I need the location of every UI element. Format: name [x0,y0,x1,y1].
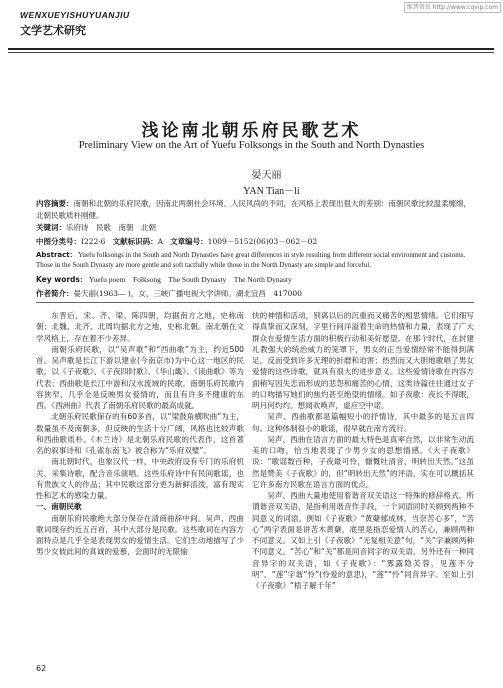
keywords-en-label: Key words： [36,275,88,284]
clc-value: I222·6 [81,237,106,246]
author-name: 晏天丽 [251,170,282,181]
doc-code-value: A [157,237,164,246]
abstract-cn-text: 南朝和北朝的乐府民歌，因南北两朝社会环境、人民风尚的不同，在风格上表现出很大的差别：南朝民歌比较温柔缠绵，北朝民歌质朴刚健。 [36,199,471,220]
doc-code-label: 文献标识码： [112,237,158,246]
body-column-left [36,310,244,558]
abstract-cn [36,198,474,222]
author-bio-label: 作者简介： [36,289,74,298]
classification-line [36,236,474,248]
body-paragraph: 东晋后，宋、齐、梁、陈四朝，均据南方之地，史称南朝；北魏、北齐、北周均据北方之地，史称北朝。南北朝在文学风格上，存在着不少差异。 [36,311,244,343]
abstract-en-text: Yuefu folksongs in the South and North Dynasties have great differences in style resulting from different social environment and customs. Those in the South Dynasty are more gentle and soft tactfully while those in the North Dynasty are simple and forceful. [36,251,466,269]
article-id-label: 文章编号： [170,237,208,246]
article-title-en: Preliminary View on the Art of Yuefu Folksongs in the South and North Dynasties [78,140,425,151]
body-column-right [252,310,474,591]
header-rule-thick [8,48,494,50]
body-paragraph: 南朝乐府民歌，以“吴声歌”和“西曲歌”为主，约近500首。吴声歌是长江下游以建业(今南京市)为中心这一地区的民歌，以《子夜歌》、《子夜四时歌》、《华山畿》、《读曲歌》等为代表；西曲歌是长江中游和汉水流域的民歌。南朝乐府民歌内容狭窄，几乎全是反映男女爱情的，而且有许多不健康的东西。《西洲曲》代表了南朝乐府民歌的最高成就。 [36,344,244,410]
body-paragraph: 南北朝时代，也象汉代一样，中央政府设有专门的乐府机关，采集诗歌，配合音乐演唱。这些乐府诗中有民间歌谣，也有贵族文人的作品；其中民歌这部分更为新鲜活泼，富有现实性和艺术的感染力量。 [36,457,244,500]
body-paragraph: 南朝乐府民歌绝大部分保存在清商曲辞中间。吴声、西曲歌词现存约近五百首，其中大部分是民歌。这些歌词在内容方面特点是几乎全是表现男女的爱情生活。它们生动地描写了少男少女彼此间的真诚的爱慕，会面时的无限愉 [36,513,244,557]
article-title: 浅论南北朝乐府民歌艺术 [141,121,362,141]
author-bio [36,288,474,300]
running-header-section: 文学艺术研究 [20,24,86,37]
body-paragraph: 北朝乐府民歌保存的有60多首，以“梁鼓角横吹曲”为主，数量虽不及南朝多，但反映的生活十分广阔，风格也比较声歌和西曲歌质朴。《木兰诗》是北朝乐府民歌的代表作，这首著名的叙事诗和《孔雀东南飞》被合称为“乐府双璧”。 [36,412,244,455]
author-name-en: YAN Tian－li [243,186,300,197]
keywords-cn-text: 乐府诗 民歌 南朝 北朝 [66,223,156,232]
watermark: 维普资讯 http://www.cqvip.com [404,2,501,13]
running-header-pinyin: WENXUEYISHUYUANJIU [20,10,130,20]
abstract-en-label: Abstract： [36,251,77,259]
page-number: 62 [36,664,47,673]
body-paragraph: 吴声、西曲大量地使用着谐音双关语这一特殊的修辞格式。所谓谐音双关语，是指利用谐音作手段，一个词语同时关顾到两种不同意义的词语。例如《子夜歌》“黄蘖郁成林，当奈苦心多”，“苦心”两字表面是讲苦木黄蘖，底里是指恋爱情人的苦心，兼顾两种不同意义。又如上引《子夜歌》“无复相关意”句，“关”字兼顾两种不同意义。“苦心”和“关”都是同音同字的双关语，另外还有一种同音异字的双关语，如《子夜歌》：“雾露隐芙蓉，见莲不分明”，“莲”字谐“怜”(怜爱的意思)，“莲”“怜”同音异字。至如上引《子夜歌》“梧子解千年” [252,491,474,590]
keywords-en [36,274,474,286]
keywords-cn-label: 关键词： [36,223,66,232]
abstract-en [36,250,474,270]
article-id-value: 1009－5152(06)03－062－02 [207,237,318,246]
keywords-cn [36,222,474,234]
body-divider [36,302,474,303]
body-paragraph: 快的神情和活动，别离以后的沉重而又痛苦的相思情绪。它们细写得真挚而又深刻，字里行间洋溢着生命的热情和力量，表现了广大群众在爱情生活方面的积极行动和美好愿望。在那个时代，在封建礼教强大的统治威力的笼罩下，男女的正当爱情经常不能得到满足，反而受到许多无理的折磨和迫害；热烈而又大胆地歌唱了男女爱情的这些诗歌，就具有很大的进步意义。这些爱情诗歌在内容方面稍写因失恋而形成的悲怨和痛苦的心情，这类诗篇往往通过女子的口吻描写她们的焦灼甚至绝望的情绪。如子夜歌：夜长不得眠，明月何灼灼。想闻欢唤声，虚应空中诺。 [252,311,474,410]
abstract-cn-label: 内容摘要： [36,199,74,208]
clc-label: 中图分类号： [36,237,81,246]
section-heading: 一、南朝民歌 [36,502,82,512]
author-bio-text: 晏天丽(1963— )，女，三峡广播电视大学讲师。湖北宜昌 417000 [73,289,302,298]
body-paragraph: 吴声、西曲歌都是篇幅短小的抒情诗，其中最多的是五言四句。这种体制很小的歌谣，很早就在南方流行。 [252,412,474,433]
header-rule-thin [8,52,494,53]
keywords-en-text: Yuefu poem Folksong The South Dynasty The North Dynasty [89,275,292,284]
body-paragraph: 吴声、西曲在语言方面的最大特色是真率自然，以非常生动流美的口吻，恰当地表现了少男少女的思想情感。《大子夜歌》说：“歌谣数百种，子夜最可怜，慷慨吐清音，明转出天然。”这虽然是赞美《子夜歌》的，但“明转出天然”的评语，实在可以概括其它许多南方民歌在语言方面的优点。 [252,434,474,489]
